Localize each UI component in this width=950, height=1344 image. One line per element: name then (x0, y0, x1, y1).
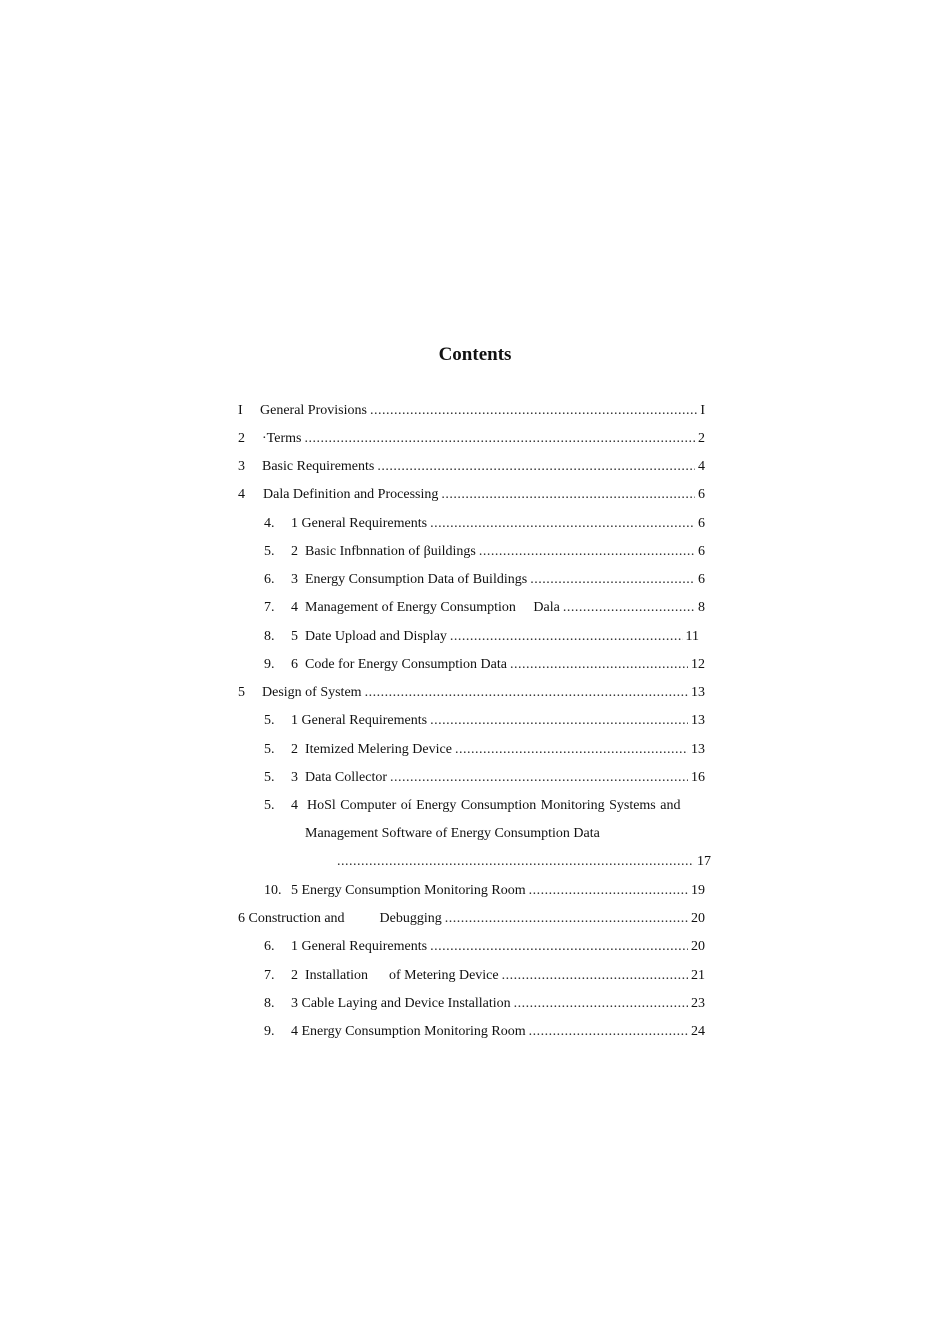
toc-entry-title: General Provisions (260, 403, 367, 418)
toc-entry-page: 2 (698, 431, 705, 446)
toc-entry-number: 5. (264, 713, 275, 728)
toc-entry-page: 20 (691, 911, 705, 926)
toc-entry-page: 6 (698, 544, 705, 559)
toc-entry-number: 4. (264, 516, 275, 531)
toc-leader-dots (390, 765, 688, 791)
toc-entry-4-1[interactable] (264, 511, 705, 537)
toc-entry-construction-debugging[interactable] (238, 906, 705, 932)
toc-leader-dots (502, 963, 688, 989)
toc-entry-4-3[interactable] (264, 567, 705, 593)
toc-entry-page: 24 (691, 1024, 705, 1039)
toc-leader-dots (441, 482, 695, 508)
toc-entry-page: 20 (691, 939, 705, 954)
toc-leader-dots (377, 454, 695, 480)
toc-entry-6-2[interactable] (264, 963, 705, 989)
toc-entry-5-4[interactable] (264, 793, 711, 819)
toc-entry-4-6[interactable] (264, 652, 705, 678)
toc-entry-title: 6 Code for Energy Consumption Data (291, 657, 507, 672)
toc-entry-title: 3 Energy Consumption Data of Buildings (291, 572, 528, 587)
toc-leader-dots (370, 398, 697, 424)
toc-entry-general-provisions[interactable] (238, 398, 705, 424)
toc-entry-4-2[interactable] (264, 539, 705, 565)
toc-entry-number: 5. (264, 742, 275, 757)
toc-entry-number: 5 (238, 685, 245, 700)
toc-entry-title: 2 Itemized Melering Device (291, 742, 452, 757)
toc-leader-dots (455, 737, 688, 763)
toc-entry-number: 6. (264, 939, 275, 954)
toc-entry-number: I (238, 403, 243, 418)
toc-entry-title: 5 Date Upload and Display (291, 629, 447, 644)
toc-entry-6-3[interactable] (264, 991, 705, 1017)
toc-entry-5-5[interactable] (264, 878, 705, 904)
toc-entry-number: 7. (264, 600, 275, 615)
toc-entry-title: ·Terms (262, 431, 302, 446)
toc-entry-page: 19 (691, 883, 705, 898)
toc-entry-title: 4 HoSl Computer oí Energy Consumption Monitoring Systems and (291, 798, 681, 813)
toc-leader-dots (510, 652, 688, 678)
toc-entry-number: 8. (264, 996, 275, 1011)
toc-entry-basic-requirements[interactable] (238, 454, 705, 480)
toc-entry-5-4-leader (337, 849, 711, 875)
toc-leader-dots (430, 934, 688, 960)
toc-entry-number: 7. (264, 968, 275, 983)
toc-entry-page: 11 (685, 629, 699, 644)
toc-entry-number: 5. (264, 544, 275, 559)
toc-leader-dots (450, 624, 683, 650)
toc-entry-title: 3 Data Collector (291, 770, 388, 785)
toc-leader-dots (563, 595, 695, 621)
toc-entry-title: 3 Cable Laying and Device Installation (291, 996, 511, 1011)
toc-entry-number: 5. (264, 770, 275, 785)
page-title: Contents (438, 344, 512, 365)
toc-entry-title: 4 Management of Energy Consumption Dala (291, 600, 560, 615)
toc-entry-title: 2 Installation of Metering Device (291, 968, 499, 983)
toc-leader-dots (430, 708, 688, 734)
toc-entry-number: 10. (264, 883, 282, 898)
toc-entry-4-5[interactable] (264, 624, 699, 650)
toc-leader-dots (430, 511, 695, 537)
toc-entry-5-3[interactable] (264, 765, 705, 791)
toc-entry-title: Design of System (262, 685, 362, 700)
toc-entry-page: 6 (698, 516, 705, 531)
toc-entry-page: 6 (698, 572, 705, 587)
toc-entry-title: 2 Basic Infbnnation of βuildings (291, 544, 476, 559)
toc-entry-number: 9. (264, 1024, 275, 1039)
toc-entry-design-of-system[interactable] (238, 680, 705, 706)
toc-entry-page: 6 (698, 487, 705, 502)
toc-leader-dots (529, 878, 688, 904)
toc-entry-number: 8. (264, 629, 275, 644)
toc-entry-page: 13 (691, 685, 705, 700)
toc-leader-dots (479, 539, 695, 565)
toc-entry-page: 16 (691, 770, 705, 785)
toc-entry-number: 4 (238, 487, 245, 502)
toc-entry-number: 5. (264, 798, 275, 813)
toc-entry-title: Basic Requirements (262, 459, 375, 474)
toc-entry-number: 3 (238, 459, 245, 474)
toc-entry-5-2[interactable] (264, 737, 705, 763)
toc-leader-dots (337, 849, 694, 875)
toc-leader-dots (530, 567, 695, 593)
toc-entry-data-definition[interactable] (238, 482, 705, 508)
toc-entry-page: 21 (691, 968, 705, 983)
toc-leader-dots (514, 991, 688, 1017)
table-of-contents (0, 398, 950, 1058)
toc-entry-terms[interactable] (238, 426, 705, 452)
toc-entry-title: 1 General Requirements (291, 939, 428, 954)
toc-entry-number: 9. (264, 657, 275, 672)
toc-entry-page: I (700, 403, 705, 418)
toc-entry-title: Dala Definition and Processing (263, 487, 439, 502)
toc-entry-page: 13 (691, 742, 705, 757)
toc-entry-6-4[interactable] (264, 1019, 705, 1045)
toc-leader-dots (445, 906, 688, 932)
toc-leader-dots (365, 680, 688, 706)
toc-entry-page: 17 (697, 854, 711, 869)
toc-entry-5-1[interactable] (264, 708, 705, 734)
toc-entry-4-4[interactable] (264, 595, 705, 621)
toc-entry-6-1[interactable] (264, 934, 705, 960)
toc-entry-title: 6 Construction and Debugging (238, 911, 442, 926)
toc-entry-title: 4 Energy Consumption Monitoring Room (291, 1024, 526, 1039)
toc-entry-page: 8 (698, 600, 705, 615)
toc-entry-page: 13 (691, 713, 705, 728)
toc-leader-dots (529, 1019, 688, 1045)
toc-entry-page: 12 (691, 657, 705, 672)
toc-entry-number: 2 (238, 431, 245, 446)
toc-entry-5-4-continued: Management Software of Energy Consumption Data (305, 826, 600, 841)
toc-entry-title: 1 General Requirements (291, 516, 428, 531)
toc-entry-page: 4 (698, 459, 705, 474)
toc-entry-title: 1 General Requirements (291, 713, 428, 728)
toc-entry-number: 6. (264, 572, 275, 587)
toc-entry-page: 23 (691, 996, 705, 1011)
toc-leader-dots (304, 426, 695, 452)
toc-entry-title: 5 Energy Consumption Monitoring Room (291, 883, 526, 898)
